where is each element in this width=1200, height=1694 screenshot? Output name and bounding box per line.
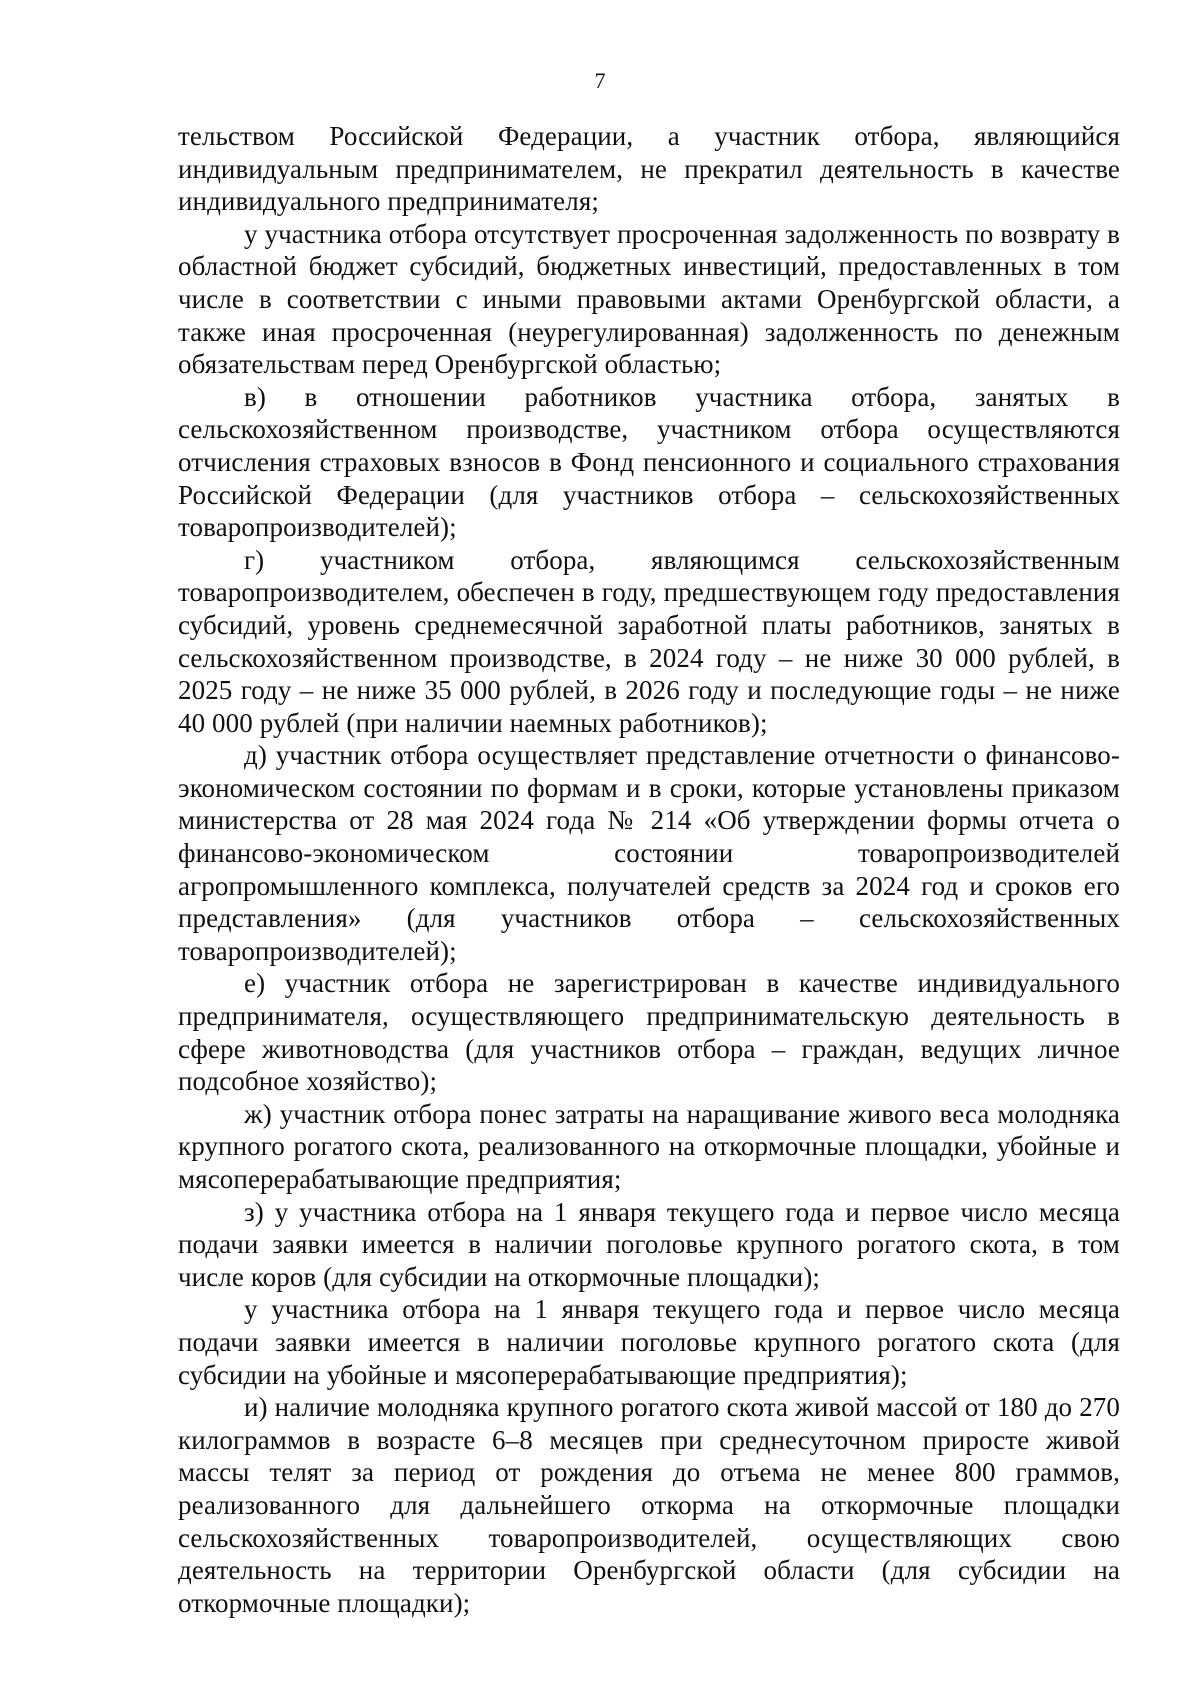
- paragraph: г) участником отбора, являющимся сельскохозяйственным товаропроизводителем, обеспечен в году, предшествующем году предоставления субсидий, уровень среднемесячной заработной платы работников, занятых в сельскохозяйственном производстве, в 2024 году – не ниже 30 000 рублей, в 2025 году – не ниже 35 000 рублей, в 2026 году и последующие годы – не ниже 40 000 рублей (при наличии наемных работников);: [178, 544, 1120, 738]
- paragraph: тельством Российской Федерации, а участник отбора, являющийся индивидуальным предпринимателем, не прекратил деятельность в качестве индивидуального предпринимателя;: [178, 121, 1120, 217]
- paragraph: и) наличие молодняка крупного рогатого скота живой массой от 180 до 270 килограммов в возрасте 6–8 месяцев при среднесуточном приросте живой массы телят за период от рождения до отъема не менее 800 граммов, реализованного для дальнейшего откорма на откормочные площадки сельскохозяйственных товаропроизводителей, осуществляющих свою деятельность на территории Оренбургской области (для субсидии на откормочные площадки);: [178, 1392, 1120, 1618]
- paragraph: у участника отбора на 1 января текущего года и первое число месяца подачи заявки имеется в наличии поголовье крупного рогатого скота (для субсидии на убойные и мясоперерабатывающие предприятия);: [178, 1294, 1120, 1390]
- page-number: 7: [594, 68, 606, 93]
- document-body: [178, 120, 1120, 1619]
- paragraph: в) в отношении работников участника отбора, занятых в сельскохозяйственном производстве, участником отбора осуществляются отчисления страховых взносов в Фонд пенсионного и социального страхования Российской Федерации (для участников отбора – сельскохозяйственных товаропроизводителей);: [178, 381, 1120, 543]
- paragraph: д) участник отбора осуществляет представление отчетности о финансово-экономическом состоянии по формам и в сроки, которые установлены приказом министерства от 28 мая 2024 года № 214 «Об утверждении формы отчета о финансово-экономическом состоянии товаропроизводителей агропромышленного комплекса, получателей средств за 2024 год и сроков его представления» (для участников отбора – сельскохозяйственных товаропроизводителей);: [178, 740, 1120, 966]
- paragraph: у участника отбора отсутствует просроченная задолженность по возврату в областной бюджет субсидий, бюджетных инвестиций, предоставленных в том числе в соответствии с иными правовыми актами Оренбургской области, а также иная просроченная (неурегулированная) задолженность по денежным обязательствам перед Оренбургской областью;: [178, 218, 1120, 380]
- paragraph: ж) участник отбора понес затраты на наращивание живого веса молодняка крупного рогатого скота, реализованного на откормочные площадки, убойные и мясоперерабатывающие предприятия;: [178, 1098, 1120, 1194]
- paragraph: з) у участника отбора на 1 января текущего года и первое число месяца подачи заявки имеется в наличии поголовье крупного рогатого скота, в том числе коров (для субсидии на откормочные площадки);: [178, 1196, 1120, 1292]
- paragraph: е) участник отбора не зарегистрирован в качестве индивидуального предпринимателя, осуществляющего предпринимательскую деятельность в сфере животноводства (для участников отбора – граждан, ведущих личное подсобное хозяйство);: [178, 968, 1120, 1097]
